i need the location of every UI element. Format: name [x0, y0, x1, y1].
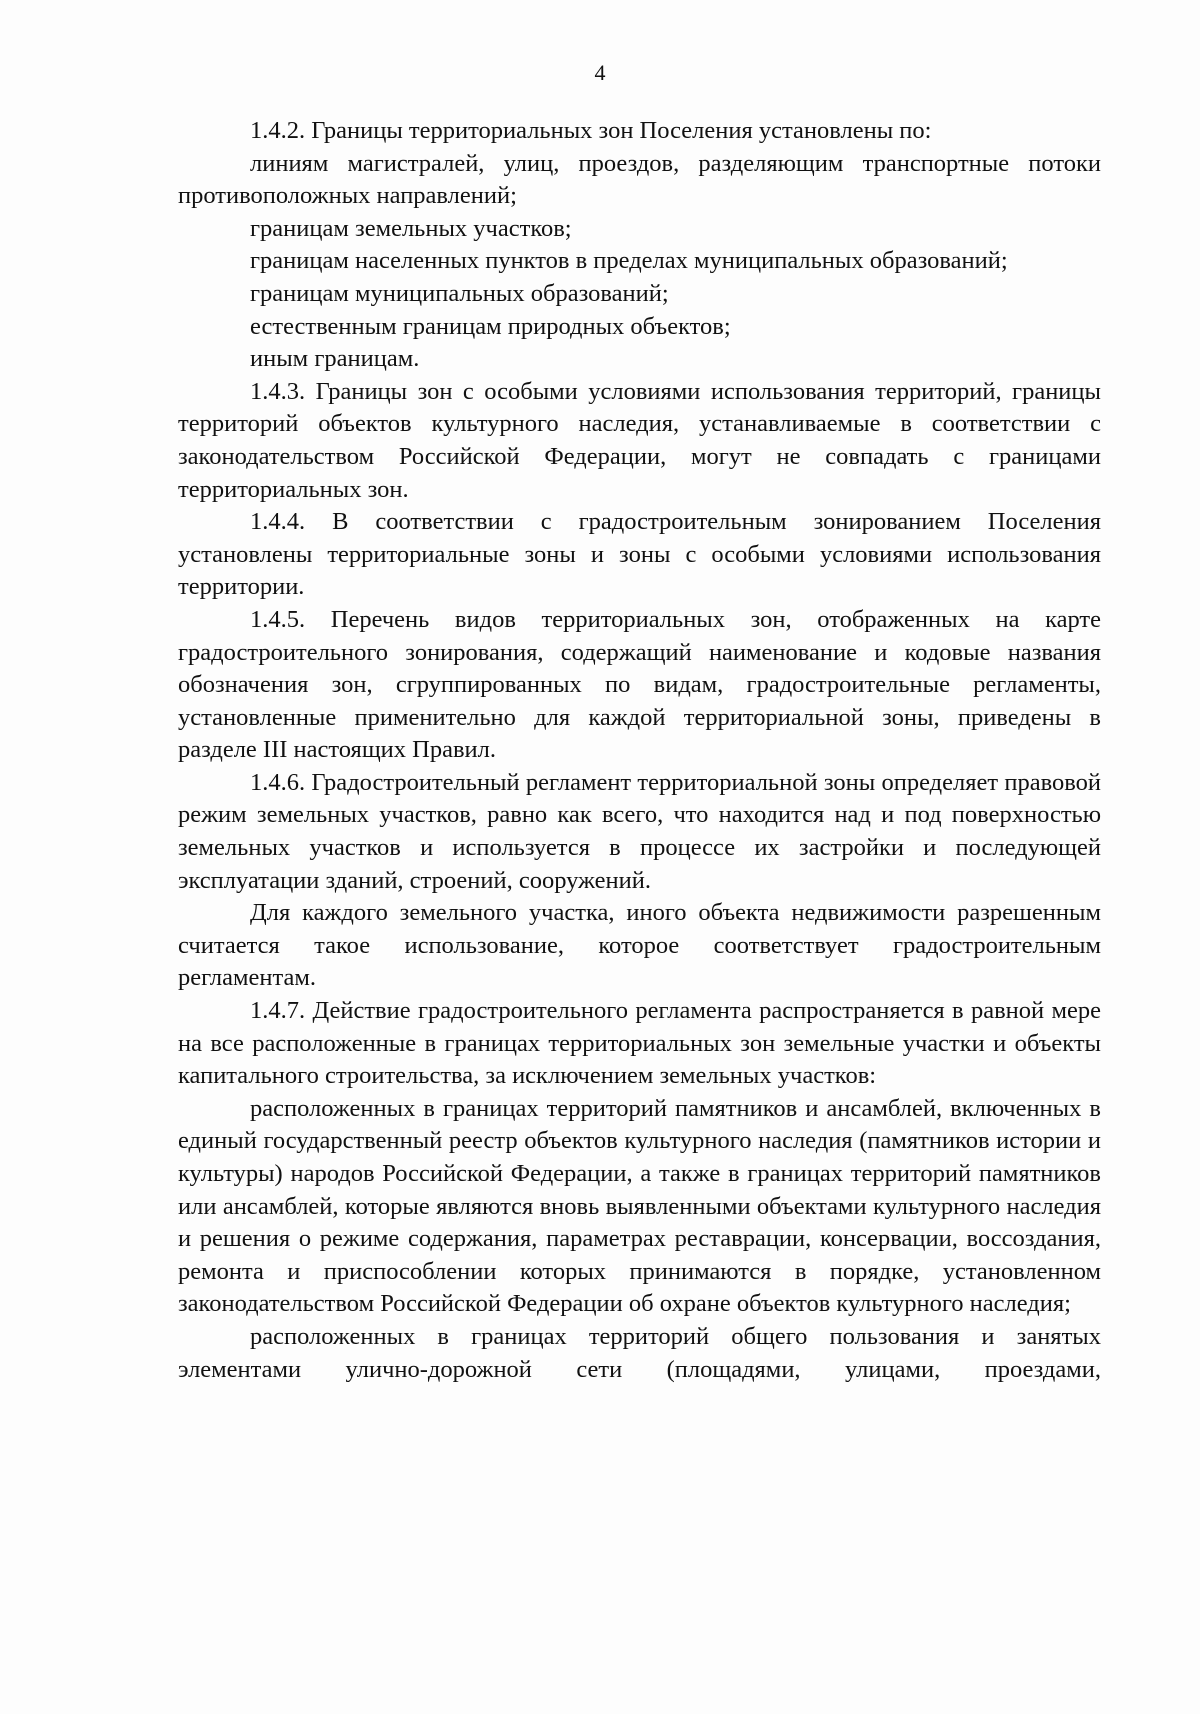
list-item-municipalities: границам муниципальных образований; [250, 279, 669, 307]
page-number: 4 [594, 60, 606, 85]
list-item-highways: линиям магистралей, улиц, проездов, разделяющим транспортные потоки противоположных направлений; [178, 149, 1101, 210]
document-body [178, 115, 1101, 1386]
paragraph-1-4-7: 1.4.7. Действие градостроительного регламента распространяется в равной мере на все расположенные в границах территориальных зон земельные участки и объекты капитального строительства, за исключением земельных участков: [178, 997, 1101, 1090]
paragraph-1-4-6: 1.4.6. Градостроительный регламент территориальной зоны определяет правовой режим земельных участков, равно как всего, что находится над и под поверхностью земельных участков и используется в процессе их застройки и последующей эксплуатации зданий, строений, сооружений. [178, 768, 1101, 894]
list-item-settlements: границам населенных пунктов в пределах муниципальных образований; [250, 247, 1008, 275]
paragraph-1-4-4: 1.4.4. В соответствии с градостроительным зонированием Поселения установлены территориальные зоны и зоны с особыми условиями использования территории. [178, 508, 1101, 601]
paragraph-1-4-2-heading: 1.4.2. Границы территориальных зон Поселения установлены по: [250, 117, 932, 144]
list-item-public-territories: расположенных в границах территорий общего пользования и занятых элементами улично-дорожной сети (площадями, улицами, проездами, [178, 1322, 1101, 1383]
list-item-land-plots: границам земельных участков; [250, 214, 572, 242]
paragraph-1-4-3: 1.4.3. Границы зон с особыми условиями использования территорий, границы территорий объектов культурного наследия, устанавливаемые в соответствии с законодательством Российской Федерации, могут не совпадать с границами территориальных зон. [178, 377, 1101, 503]
list-item-natural-objects: естественным границам природных объектов; [250, 312, 731, 340]
list-item-cultural-heritage: расположенных в границах территорий памятников и ансамблей, включенных в единый государственный реестр объектов культурного наследия (памятников истории и культуры) народов Российской Федерации, а также в границах территорий памятников или ансамблей, которые являются вновь выявленными объектами культурного наследия и решения о режиме содержания, параметрах реставрации, консервации, воссоздания, ремонта и приспособлении которых принимаются в порядке, установленном законодательством Российской Федерации об охране объектов культурного наследия; [178, 1094, 1101, 1318]
list-item-other-borders: иным границам. [250, 345, 420, 373]
paragraph-1-4-5: 1.4.5. Перечень видов территориальных зон, отображенных на карте градостроительного зонирования, содержащий наименование и кодовые названия обозначения зон, сгруппированных по видам, градостроительные регламенты, установленные применительно для каждой территориальной зоны, приведены в разделе III настоящих Правил. [178, 605, 1101, 764]
paragraph-permitted-use: Для каждого земельного участка, иного объекта недвижимости разрешенным считается такое использование, которое соответствует градостроительным регламентам. [178, 899, 1101, 992]
